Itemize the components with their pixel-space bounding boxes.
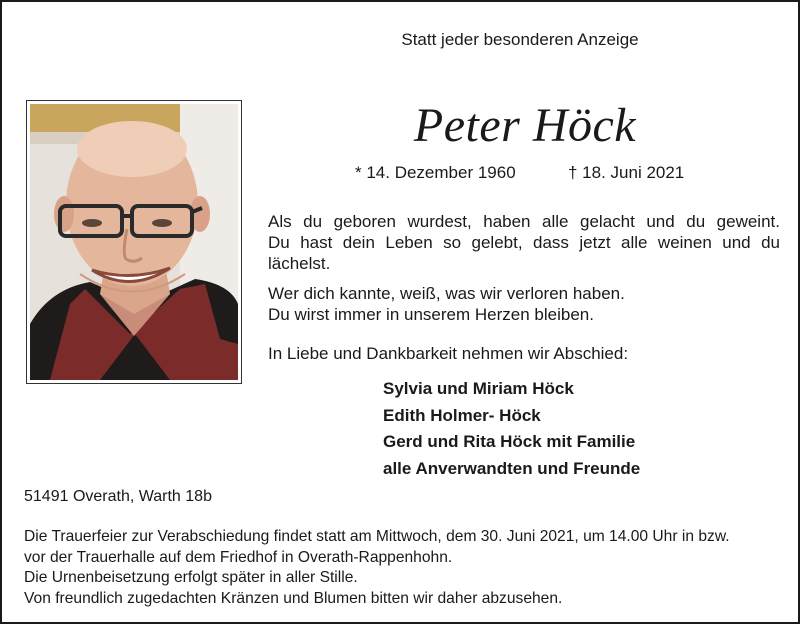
- info-line: Die Urnenbeisetzung erfolgt später in aller Stille.: [24, 569, 358, 586]
- mourner-name: Edith Holmer- Höck: [383, 405, 541, 425]
- poem-line: Du wirst immer in unserem Herzen bleiben.: [268, 305, 594, 324]
- poem-line: lächelst.: [268, 254, 331, 273]
- mourner-name: alle Anverwandten und Freunde: [383, 458, 641, 478]
- death-date: † 18. Juni 2021: [568, 163, 685, 182]
- deceased-name: Peter Höck: [413, 99, 637, 152]
- mourners-list: [383, 376, 640, 482]
- poem-line: Als du geboren wurdest, haben alle gelacht und du geweint.: [268, 212, 780, 231]
- funeral-info: [24, 527, 784, 609]
- mourner-name: Gerd und Rita Höck mit Familie: [383, 432, 636, 451]
- poem-line: Du hast dein Leben so gelebt, dass jetzt alle weinen und du: [268, 233, 780, 252]
- birth-date: * 14. Dezember 1960: [355, 163, 516, 182]
- header-text: [2, 30, 798, 50]
- info-line: Von freundlich zugedachten Kränzen und Blumen bitten wir daher abzusehen.: [24, 589, 563, 607]
- poem-verse-2: [268, 283, 780, 325]
- mourner-name: Sylvia und Miriam Höck: [383, 379, 574, 398]
- portrait-frame: [26, 100, 242, 384]
- header-label: Statt jeder besonderen Anzeige: [401, 30, 639, 49]
- info-line: vor der Trauerhalle auf dem Friedhof in Overath-Rappenhohn.: [24, 548, 453, 566]
- poem-verse-1: [268, 211, 780, 274]
- info-line: Die Trauerfeier zur Verabschiedung findet statt am Mittwoch, dem 30. Juni 2021, um 14.00 Uhr in bzw.: [24, 528, 730, 545]
- farewell-text: In Liebe und Dankbarkeit nehmen wir Abschied:: [268, 344, 629, 363]
- poem-line: Wer dich kannte, weiß, was wir verloren haben.: [268, 284, 625, 303]
- portrait-photo-icon: [30, 104, 238, 380]
- family-address: 51491 Overath, Warth 18b: [24, 488, 212, 505]
